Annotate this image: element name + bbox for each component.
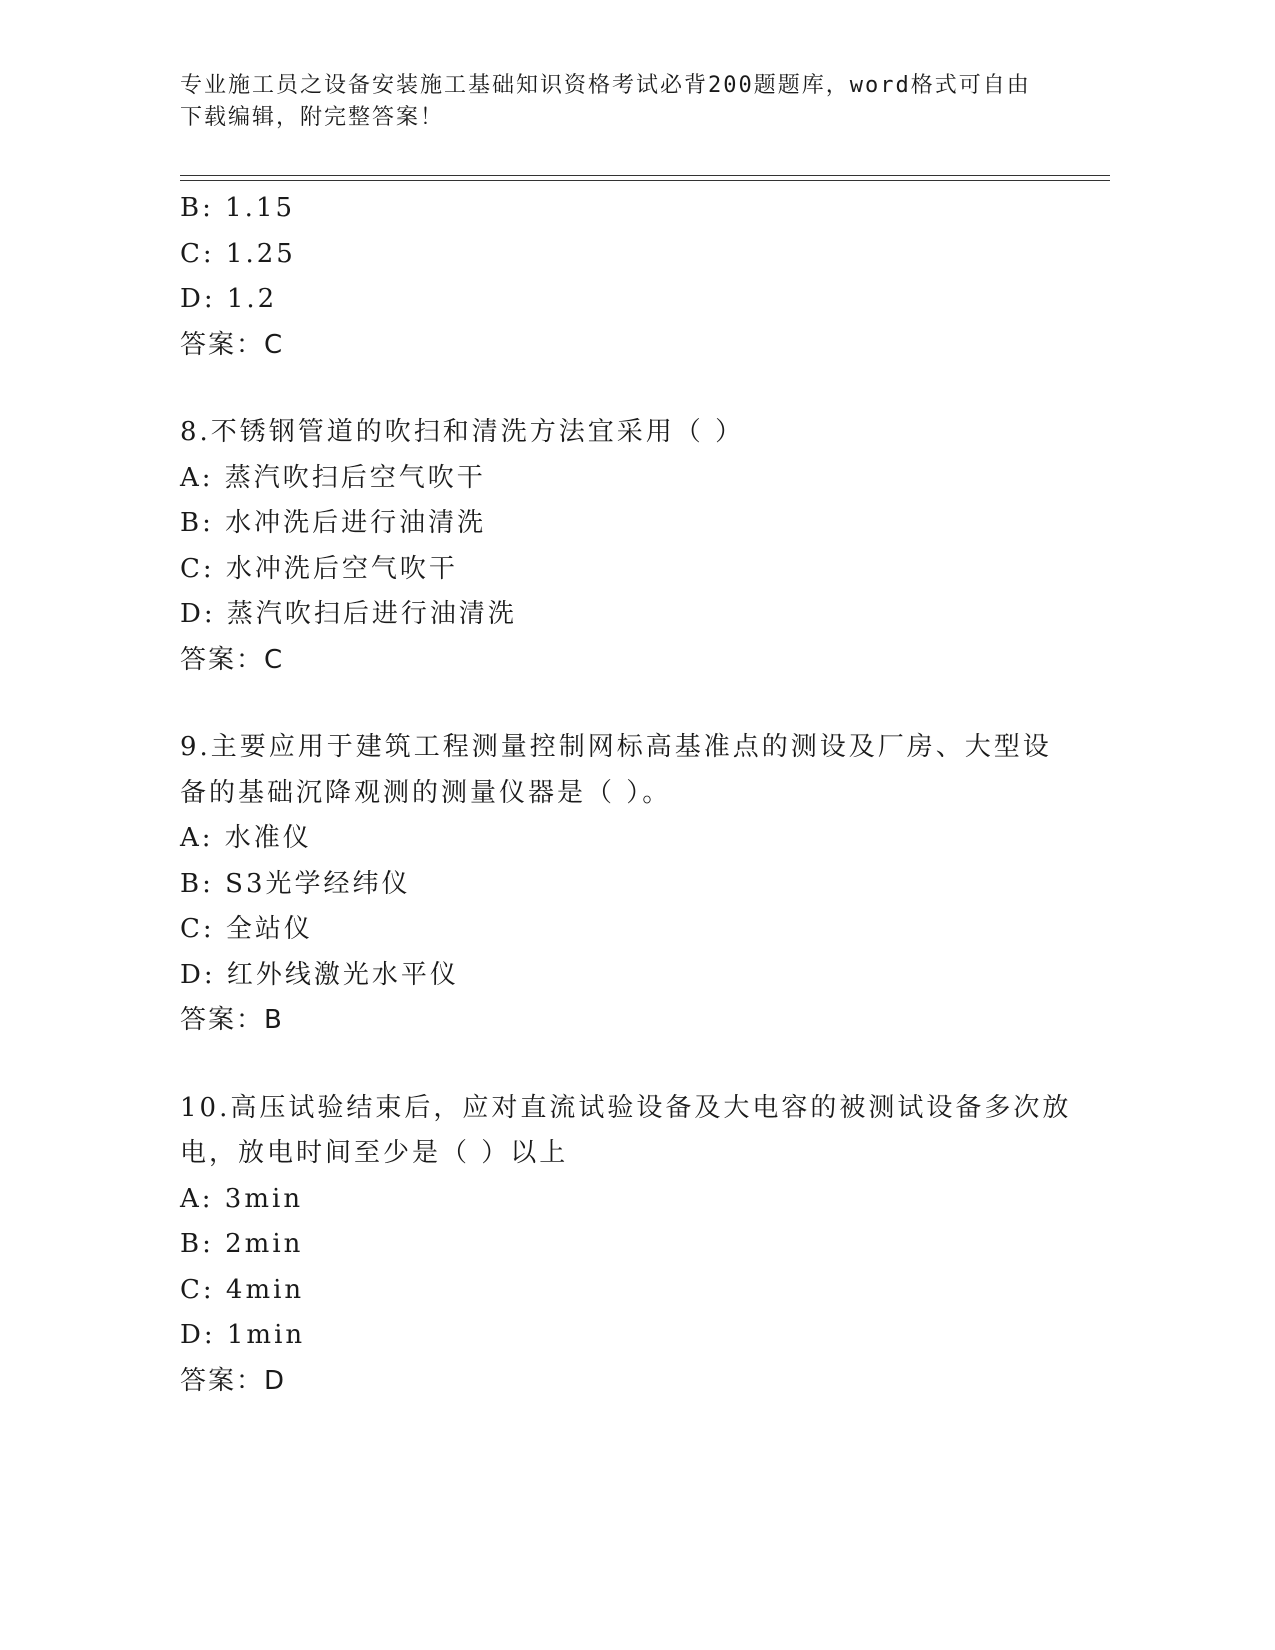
answer-line: 答案：D [180, 1365, 287, 1396]
question-stem-line-1: 9.主要应用于建筑工程测量控制网标高基准点的测设及厂房、大型设 [180, 732, 1052, 762]
question-stem: 8.不锈钢管道的吹扫和清洗方法宜采用（ ） [180, 417, 745, 447]
question-7-continued [180, 186, 1060, 368]
question-stem-line-2: 备的基础沉降观测的测量仪器是（ ）。 [180, 777, 672, 808]
question-9 [180, 725, 1060, 1044]
question-10 [180, 1086, 1072, 1405]
option-d: D: 1.2 [180, 284, 278, 314]
answer-line: 答案：C [180, 644, 285, 675]
question-8 [180, 410, 1060, 683]
header-title-line-2: 下载编辑，附完整答案！ [180, 105, 445, 130]
option-c: C: 4min [180, 1274, 305, 1305]
option-b: B: 水冲洗后进行油清洗 [180, 508, 487, 538]
question-stem-line-2: 电，放电时间至少是（ ）以上 [180, 1138, 569, 1168]
header-title-line-1: 专业施工员之设备安装施工基础知识资格考试必背200题题库，word格式可自由 [180, 73, 1031, 98]
option-b: B: S3光学经纬仪 [180, 868, 411, 899]
spacer [180, 368, 1060, 410]
option-d: D: 1min [180, 1320, 306, 1350]
option-b: B: 1.15 [180, 193, 296, 223]
option-c: C: 水冲洗后空气吹干 [180, 553, 458, 584]
option-c: C: 1.25 [180, 238, 296, 269]
answer-line: 答案：B [180, 1005, 284, 1035]
question-stem-line-1: 10.高压试验结束后，应对直流试验设备及大电容的被测试设备多次放 [180, 1092, 1072, 1123]
spacer [180, 1044, 1060, 1086]
option-a: A: 3min [180, 1183, 304, 1214]
option-b: B: 2min [180, 1229, 304, 1259]
option-d: D: 蒸汽吹扫后进行油清洗 [180, 599, 517, 629]
header-divider-top [180, 175, 1110, 176]
header-divider-bottom [180, 180, 1110, 181]
option-c: C: 全站仪 [180, 914, 313, 944]
option-a: A: 蒸汽吹扫后空气吹干 [180, 462, 486, 493]
option-d: D: 红外线激光水平仪 [180, 959, 459, 990]
option-a: A: 水准仪 [180, 823, 312, 853]
answer-line: 答案：C [180, 329, 285, 360]
question-list [180, 186, 1072, 1404]
spacer [180, 683, 1060, 725]
document-header [180, 70, 1060, 134]
